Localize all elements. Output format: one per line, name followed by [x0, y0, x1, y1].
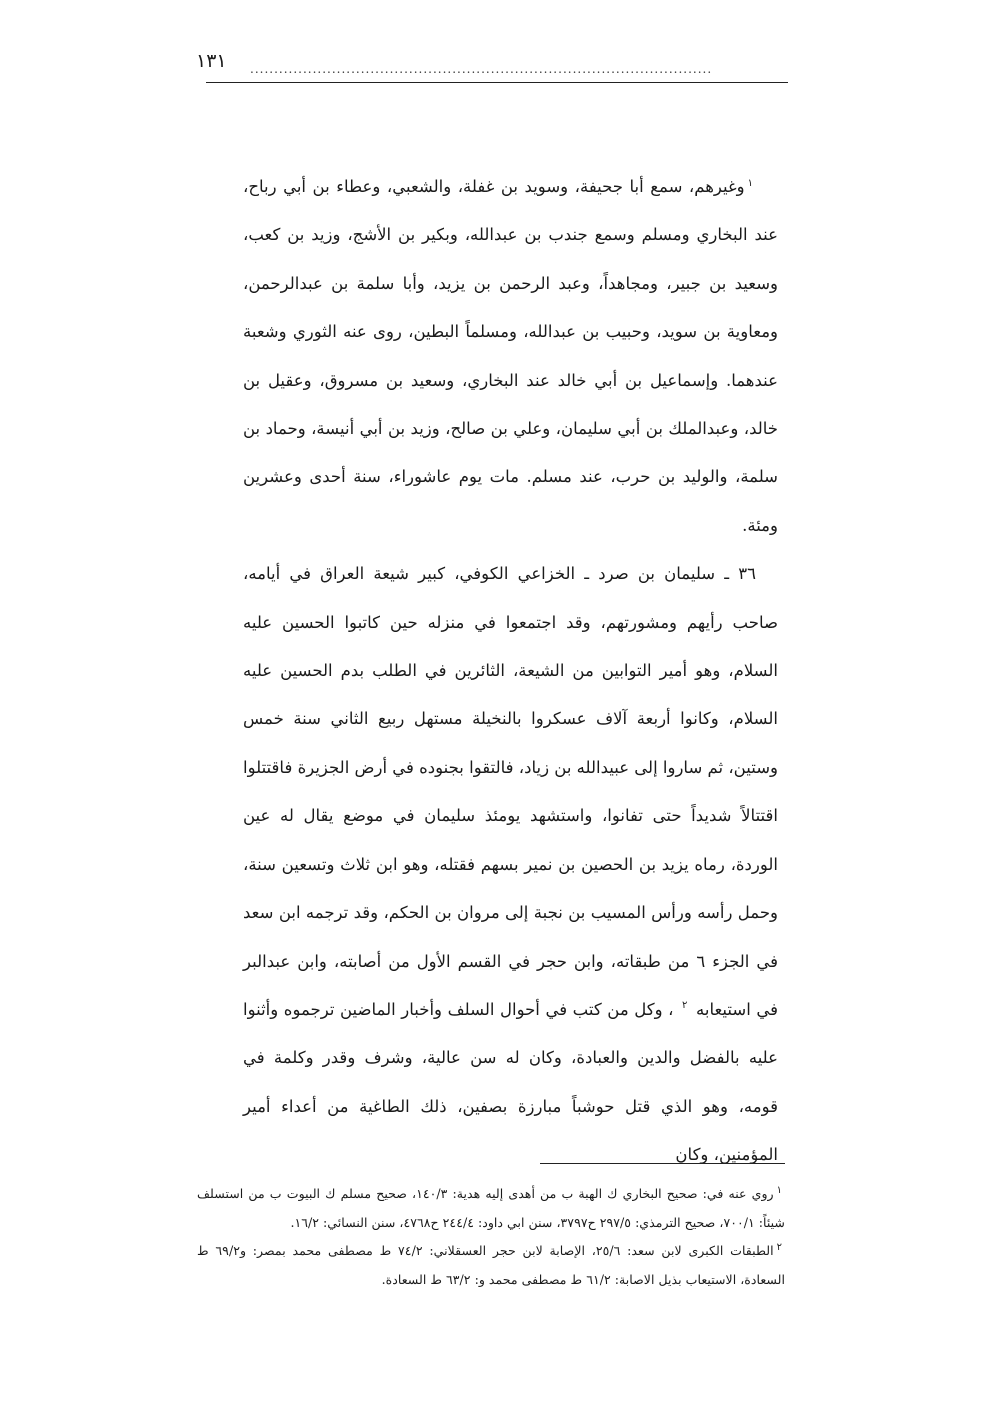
footnote-1-text: روي عنه في: صحيح البخاري ك الهبة ب من أهدى إليه هدية: ١٤٠/٣، صحيح مسلم ك البيوت ب من استسلف شيئاً: ٧٠٠/١، صحيح الترمذي: ٢٩٧/٥ ح٣٧٩٧، سنن ابي داود: ٢٤٤/٤ ح٤٧٦٨، سنن النسائي: ١٦/٢.: [197, 1186, 785, 1230]
footnote-2-marker: ٢: [776, 1241, 783, 1253]
footnote-ref-2[interactable]: ٢: [682, 1000, 688, 1012]
paragraph-2-text-b: ، وكل من كتب في أحوال السلف وأخبار الماضين ترجموه وأثنوا عليه بالفضل والدين والعبادة، وكان له سن عالية، وشرف وقدر وكلمة في قومه، وهو الذي قتل حوشباً مبارزة بصفين، ذلك الطاغية من أعداء أمير المؤمنين، وكان: [243, 999, 778, 1165]
paragraph-2-text-a: ٣٦ ـ سليمان بن صرد ـ الخزاعي الكوفي، كبير شيعة العراق في أيامه، صاحب رأيهم ومشورتهم، وقد اجتمعوا في منزله حين كاتبوا الحسين عليه السلام، وهو أمير التوابين من الشيعة، الثائرين في الطلب بدم الحسين عليه السلام، وكانوا أربعة آلاف عسكروا بالنخيلة مستهل ربيع الثاني سنة خمس وستين، ثم ساروا إلى عبيدالله بن زياد، فالتقوا بجنوده في أرض الجزيرة فاقتتلوا اقتتالاً شديداً حتى تفانوا، واستشهد يومئذ سليمان في موضع يقال له عين الوردة، رماه يزيد بن الحصين بن نمير بسهم فقتله، وهو ابن ثلاث وتسعين سنة، وحمل رأسه ورأس المسيب بن نجبة إلى مروان بن الحكم، وقد ترجمه ابن سعد في الجزء ٦ من طبقاته، وابن حجر في القسم الأول من أصابته، وابن عبدالبر في استيعابه: [243, 564, 779, 1019]
page-number: ١٣١: [196, 50, 227, 72]
footnote-2-text: الطبقات الكبرى لابن سعد: ٢٥/٦، الإصابة لابن حجر العسقلاني: ٧٤/٢ ط مصطفى محمد بمصر: و٦٩/٢ ط السعادة، الاستيعاب بذيل الاصابة: ٦١/٢ ط مصطفى محمد و: ٦٣/٢ ط السعادة.: [197, 1243, 785, 1287]
header-rule: [206, 82, 788, 83]
footnote-2: [197, 1237, 785, 1294]
paragraph-2: [243, 550, 778, 1179]
footnote-1: [197, 1180, 785, 1237]
paragraph-1-text: وغيرهم، سمع أبا جحيفة، وسويد بن غفلة، والشعبي، وعطاء بن أبي رباح، عند البخاري ومسلم وسمع جندب بن عبدالله، وبكير بن الأشج، وزيد بن كعب، وسعيد بن جبير، ومجاهداً، وعبد الرحمن بن يزيد، وأبا سلمة بن عبدالرحمن، ومعاوية بن سويد، وحبيب بن عبدالله، ومسلماً البطين، روى عنه الثوري وشعبة عندهما. وإسماعيل بن أبي خالد عند البخاري، وسعيد بن مسروق، وعقيل بن خالد، وعبدالملك بن أبي سليمان، وعلي بن صالح، وزيد بن أبي أنيسة، وحماد بن سلمة، والوليد بن حرب، عند مسلم. مات يوم عاشوراء، سنة أحدى وعشرين ومئة.: [243, 177, 778, 535]
footnotes: [197, 1180, 785, 1294]
header-leader-dots: ................................................................................................: [250, 62, 713, 76]
footnote-ref-1[interactable]: ١: [747, 177, 753, 189]
footnote-separator: [540, 1163, 785, 1164]
paragraph-1: [243, 163, 778, 550]
main-text: [243, 163, 778, 1180]
footnote-1-marker: ١: [776, 1184, 782, 1196]
